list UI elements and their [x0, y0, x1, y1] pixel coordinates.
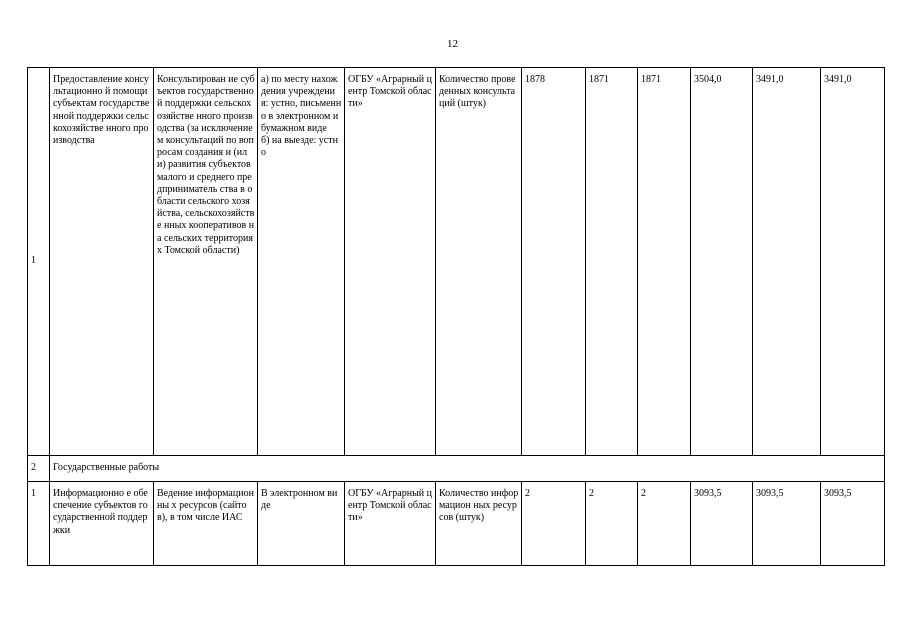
indicator-cell: Количество информацион ных ресурсов (штук) [436, 482, 522, 566]
content-cell: Ведение информационны х ресурсов (сайтов), в том числе ИАС [154, 482, 258, 566]
form-cell: а) по месту нахождения учреждения: устно, письменно в электронном и бумажном виде б) на выезде: устно [258, 68, 345, 456]
row-number: 1 [28, 68, 50, 456]
indicator-cell: Количество проведенных консультаций (штук) [436, 68, 522, 456]
provider-cell: ОГБУ «Аграрный центр Томской области» [345, 482, 436, 566]
section-row [28, 456, 885, 482]
provider-cell: ОГБУ «Аграрный центр Томской области» [345, 68, 436, 456]
value-cell: 3491,0 [821, 68, 885, 456]
row-number: 1 [28, 482, 50, 566]
value-cell: 3491,0 [753, 68, 821, 456]
value-cell: 2 [522, 482, 586, 566]
value-cell: 3504,0 [691, 68, 753, 456]
section-title: Государственные работы [50, 456, 885, 482]
page-number: 12 [447, 38, 458, 50]
service-name-cell: Информационно е обеспечение субъектов государственной поддержки [50, 482, 154, 566]
value-cell: 1878 [522, 68, 586, 456]
table-row [28, 482, 885, 566]
value-cell: 1871 [638, 68, 691, 456]
value-cell: 3093,5 [753, 482, 821, 566]
row-number: 2 [28, 456, 50, 482]
value-cell: 2 [586, 482, 638, 566]
service-name-cell: Предоставление консультационно й помощи субъектам государственной поддержки сельскохозяйстве нного производства [50, 68, 154, 456]
data-table [27, 67, 885, 566]
value-cell: 2 [638, 482, 691, 566]
value-cell: 1871 [586, 68, 638, 456]
content-cell: Консультирован ие субъектов государственной поддержки сельскохозяйстве нного производства (за исключением консультаций по вопросам создания и (или) развития субъектов малого и среднего предприниматель ства в области сельского хозяйства, сельскохозяйстве нных кооперативов на сельских территориях Томской области) [154, 68, 258, 456]
table-row [28, 68, 885, 456]
value-cell: 3093,5 [691, 482, 753, 566]
value-cell: 3093,5 [821, 482, 885, 566]
form-cell: В электронном виде [258, 482, 345, 566]
